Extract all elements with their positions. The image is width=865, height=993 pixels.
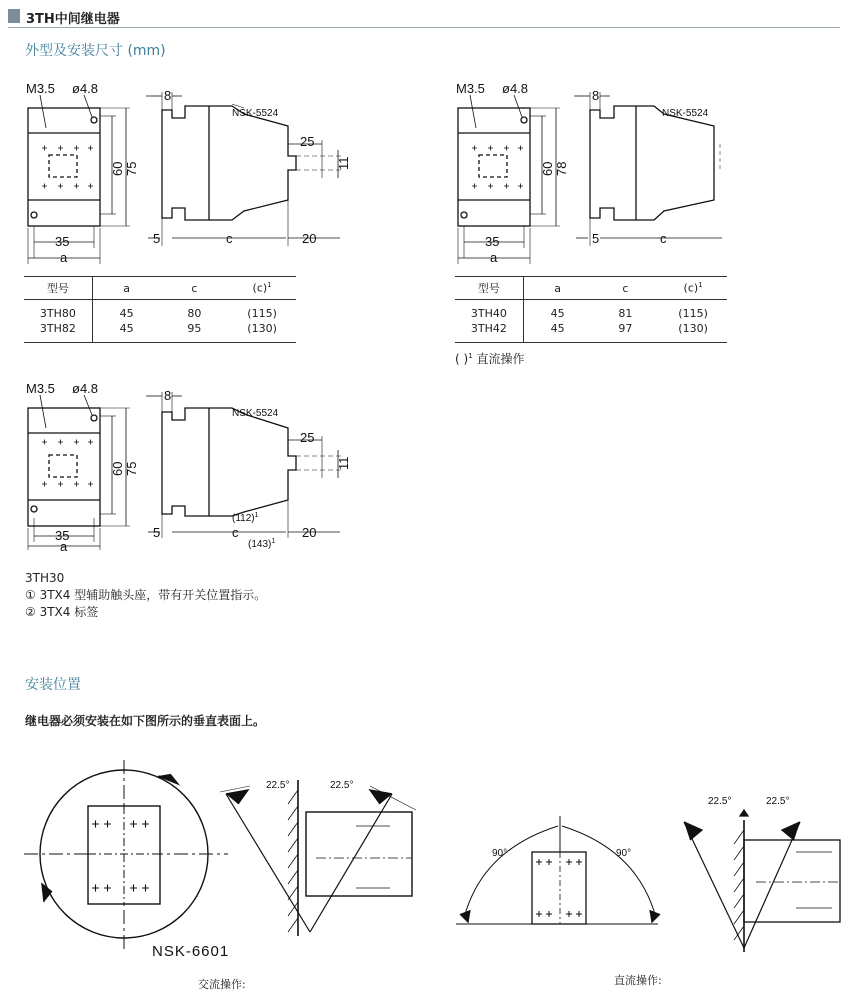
label-60: 60 (110, 461, 125, 476)
drawing-3th30 (22, 378, 352, 564)
label-a: a (60, 250, 68, 264)
dc-caption: 直流操作: (614, 974, 662, 987)
label-60: 60 (540, 161, 555, 176)
ref-nsk-6601: NSK-6601 (152, 943, 230, 960)
label-screw: M3.5 (456, 81, 485, 96)
label-75: 75 (124, 161, 139, 176)
label-11: 11 (336, 156, 351, 170)
label-35: 35 (485, 234, 500, 249)
label-ref: NSK-5524 (232, 108, 279, 119)
label-20: 20 (302, 525, 317, 540)
label-c: c (660, 231, 667, 246)
label-25: 25 (300, 430, 315, 445)
table-row: 3TH82 45 95 (130) (24, 320, 296, 343)
label-c: c (232, 525, 239, 540)
header-divider (8, 27, 840, 28)
drawing-3th40 (452, 78, 742, 264)
table-row: 3TH40 45 81 (115) (455, 300, 727, 321)
fig3-notes (25, 570, 266, 621)
mounting-dc-diagram (452, 790, 848, 960)
table-row: 3TH80 45 80 (115) (24, 300, 296, 321)
label-hole: ø4.8 (72, 381, 99, 396)
spec-table-1 (24, 276, 296, 343)
label-hole: ø4.8 (72, 81, 99, 96)
fig3-note2: ② 3TX4 标签 (25, 605, 99, 619)
col-model: 型号 (24, 277, 92, 300)
label-ref: NSK-5524 (232, 408, 279, 419)
label-20: 20 (302, 231, 317, 246)
label-screw: M3.5 (26, 381, 55, 396)
label-5: 5 (153, 231, 161, 246)
col-a: a (92, 277, 160, 300)
label-screw: M3.5 (26, 81, 55, 96)
ac-caption: 交流操作: (198, 978, 246, 991)
angle-90-right: 90° (616, 848, 632, 859)
angle-22-right: 22.5° (330, 780, 354, 791)
label-8: 8 (164, 88, 172, 103)
header-square-icon (8, 9, 20, 23)
label-35: 35 (55, 528, 70, 543)
label-60: 60 (110, 161, 125, 176)
label-25: 25 (300, 134, 315, 149)
col-c-dc: $(c)^1$ (228, 277, 296, 300)
col-a: a (523, 277, 591, 300)
spec-table-2 (455, 276, 727, 343)
label-75: 75 (124, 461, 139, 476)
fig3-note1: ① 3TX4 型辅助触头座，带有开关位置指示。 (25, 588, 267, 602)
col-c: c (161, 277, 229, 300)
page-title: 3TH中间继电器 (26, 12, 120, 27)
label-a: a (60, 539, 68, 554)
label-11: 11 (336, 456, 351, 470)
label-78: 78 (554, 161, 569, 176)
mounting-ac-diagram (20, 760, 440, 970)
label-c-alt2: $(143)^1$ (248, 538, 276, 550)
col-model: 型号 (455, 277, 523, 300)
angle-22-left: 22.5° (708, 796, 732, 807)
label-8: 8 (164, 388, 172, 403)
header-bar (8, 6, 840, 28)
label-c-alt1: $(112)^1$ (232, 512, 259, 524)
label-5: 5 (592, 231, 600, 246)
angle-22-right: 22.5° (766, 796, 790, 807)
label-c: c (226, 231, 233, 246)
table-row: 3TH42 45 97 (130) (455, 320, 727, 343)
col-c: c (592, 277, 660, 300)
section-title-dimensions: 外型及安装尺寸 (mm) (25, 43, 166, 59)
label-5: 5 (153, 525, 161, 540)
angle-90-left: 90° (492, 848, 508, 859)
angle-22-left: 22.5° (266, 780, 290, 791)
mounting-note: 继电器必须安装在如下图所示的垂直表面上。 (25, 714, 266, 728)
drawing-3th80 (22, 78, 352, 264)
dc-note: ( )$^1$ 直流操作 (455, 352, 525, 366)
col-c-dc: $(c)^1$ (659, 277, 727, 300)
fig3-model: 3TH30 (25, 571, 65, 585)
label-ref: NSK-5524 (662, 108, 709, 119)
label-a: a (490, 250, 498, 264)
section-title-mounting: 安装位置 (25, 677, 81, 693)
label-hole: ø4.8 (502, 81, 529, 96)
label-8: 8 (592, 88, 600, 103)
label-35: 35 (55, 234, 70, 249)
